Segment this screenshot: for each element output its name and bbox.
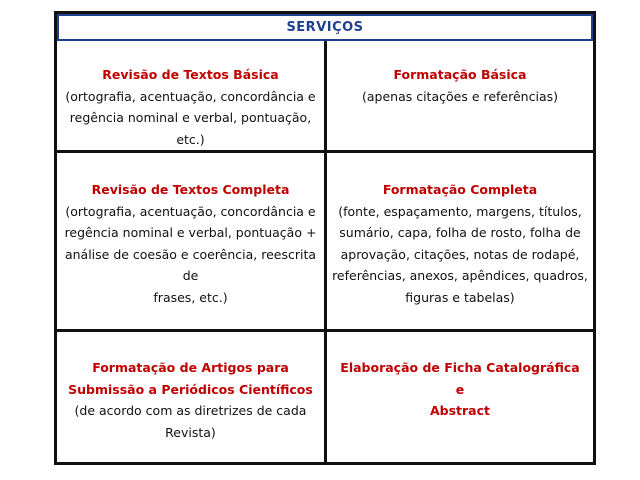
services-table [54,11,596,465]
service-desc-line: referências, anexos, apêndices, quadros, [332,268,588,283]
service-desc-line: análise de coesão e coerência, reescrita de [64,246,317,283]
header-title: SERVIÇOS [286,20,364,35]
service-title-line: e [455,381,465,397]
service-desc-line: frases, etc.) [153,289,228,305]
service-desc-line: (ortografia, acentuação, concordância e [65,88,316,104]
service-cell-formatacao-completa [327,179,593,308]
service-title: Revisão de Textos Básica [102,67,279,82]
service-title-line: Abstract [429,403,491,418]
service-title: Formatação Completa [382,182,538,197]
service-title-line: Elaboração de Ficha Catalográfica [340,360,580,375]
service-desc-line: regência nominal e verbal, pontuação + [64,225,317,240]
service-cell-revisao-basica [57,64,324,150]
service-desc-line: regência nominal e verbal, pontuação, etc.) [69,110,312,147]
service-desc-line: (apenas citações e referências) [361,88,558,104]
service-desc-line: (de acordo com as diretrizes de cada [74,403,307,418]
service-cell-revisao-completa [57,179,324,308]
service-title: Formatação Básica [393,67,527,82]
service-desc-line: (ortografia, acentuação, concordância e [65,203,316,219]
service-desc-line: figuras e tabelas) [405,289,515,305]
service-cell-formatacao-artigos [57,357,324,443]
service-title-line: Formatação de Artigos para [92,360,289,375]
service-desc-line: sumário, capa, folha de rosto, folha de [339,225,581,240]
table-header [57,14,593,41]
service-title-line: Submissão a Periódicos Científicos [68,381,313,397]
service-desc-line: aprovação, citações, notas de rodapé, [340,246,580,262]
service-title: Revisão de Textos Completa [91,182,290,197]
service-cell-formatacao-basica [327,64,593,107]
service-desc-line: Revista) [165,424,216,440]
service-desc-line: (fonte, espaçamento, margens, títulos, [338,203,582,219]
service-cell-ficha-catalografica [327,357,593,422]
